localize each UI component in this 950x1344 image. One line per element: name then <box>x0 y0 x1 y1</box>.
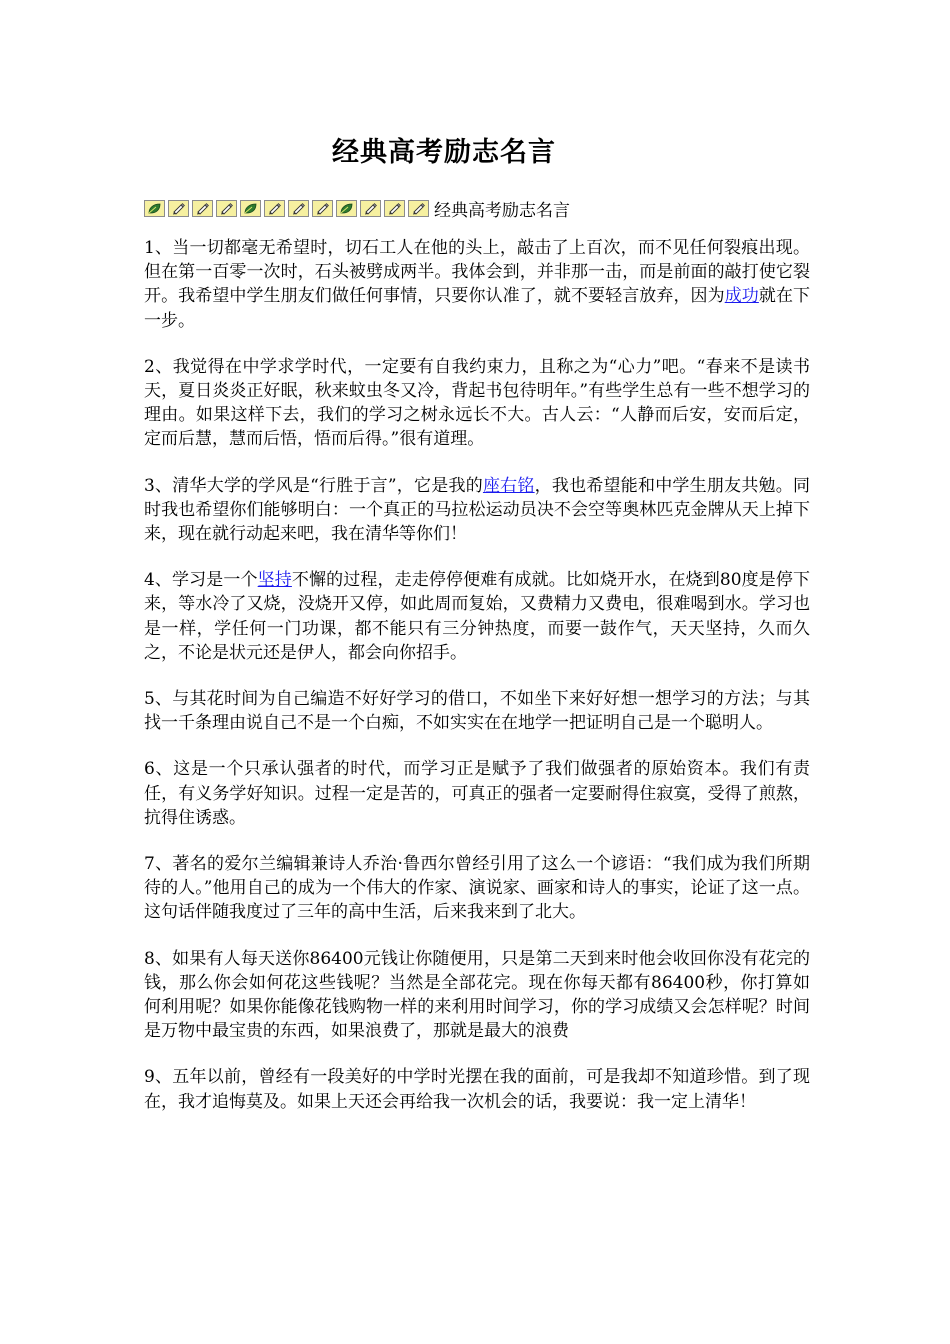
link-success[interactable]: 成功 <box>724 286 759 307</box>
pencil-icon <box>264 200 285 217</box>
pencil-icon <box>384 200 405 217</box>
leaf-icon <box>144 200 165 217</box>
pencil-icon <box>192 200 213 217</box>
leaf-icon <box>336 200 357 217</box>
pencil-icon <box>312 200 333 217</box>
quote-paragraph: 7、著名的爱尔兰编辑兼诗人乔治·鲁西尔曾经引用了这么一个谚语：“我们成为我们所期待的人。”他用自己的成为一个伟大的作家、演说家、画家和诗人的事实，论证了这一点。这句话伴随我度过了三年的高中生活，后来我来到了北大。 <box>144 854 810 923</box>
quote-paragraph: 8、如果有人每天送你86400元钱让你随便用，只是第二天到来时他会收回你没有花完的钱，那么你会如何花这些钱呢？当然是全部花完。现在你每天都有86400秒，你打算如何利用呢？如果你能像花钱购物一样的来利用时间学习，你的学习成绩又会怎样呢？时间是万物中最宝贵的东西，如果浪费了，那就是最大的浪费 <box>144 948 810 1042</box>
quote-paragraph: 5、与其花时间为自己编造不好好学习的借口，不如坐下来好好想一想学习的方法；与其找一千条理由说自己不是一个白痴，不如实实在在地学一把证明自己是一个聪明人。 <box>144 689 810 734</box>
pencil-icon <box>168 200 189 217</box>
quote-paragraph: 1、当一切都毫无希望时，切石工人在他的头上，敲击了上百次，而不见任何裂痕出现。但在第一百零一次时，石头被劈成两半。我体会到，并非那一击，而是前面的敲打使它裂开。我希望中学生朋友们做任何事情，只要你认准了，就不要轻言放弃，因为成功就在下一步。 <box>144 238 811 331</box>
leaf-icon <box>240 200 261 217</box>
subtitle-row <box>144 196 570 220</box>
link-motto[interactable]: 座右铭 <box>482 475 535 496</box>
link-persist[interactable]: 坚持 <box>257 570 292 591</box>
pencil-icon <box>216 200 237 217</box>
quote-paragraph: 9、五年以前，曾经有一段美好的中学时光摆在我的面前，可是我却不知道珍惜。到了现在，我才追悔莫及。如果上天还会再给我一次机会的话，我要说：我一定上清华！ <box>144 1067 810 1112</box>
pencil-icon <box>288 200 309 217</box>
quote-paragraph: 2、我觉得在中学求学时代，一定要有自我约束力，且称之为“心力”吧。“春来不是读书天，夏日炎炎正好眠，秋来蚊虫冬又冷，背起书包待明年。”有些学生总有一些不想学习的理由。如果这样下去，我们的学习之树永远长不大。古人云：“人静而后安，安而后定，定而后慧，慧而后悟，悟而后得。”很有道理。 <box>144 356 810 450</box>
quote-paragraph: 3、清华大学的学风是“行胜于言”，它是我的座右铭，我也希望能和中学生朋友共勉。同时我也希望你们能够明白：一个真正的马拉松运动员决不会空等奥林匹克金牌从天上掉下来，现在就行动起来吧，我在清华等你们！ <box>144 475 811 545</box>
pencil-icon <box>360 200 381 217</box>
pencil-icon <box>408 200 429 217</box>
quote-paragraph: 6、这是一个只承认强者的时代，而学习正是赋予了我们做强者的原始资本。我们有责任，有义务学好知识。过程一定是苦的，可真正的强者一定要耐得住寂寞，受得了煎熬，抗得住诱惑。 <box>144 759 810 828</box>
quote-list <box>144 236 810 1136</box>
page-title: 经典高考励志名言 <box>332 137 556 168</box>
quote-paragraph: 4、学习是一个坚持不懈的过程，走走停停便难有成就。比如烧开水，在烧到80度是停下来，等水冷了又烧，没烧开又停，如此周而复始，又费精力又费电，很难喝到水。学习也是一样，学任何一门功课，都不能只有三分钟热度，而要一鼓作气，天天坚持，久而久之，不论是状元还是伊人，都会向你招手。 <box>144 570 810 663</box>
subtitle-text: 经典高考励志名言 <box>434 200 570 221</box>
icon-strip <box>144 200 432 217</box>
